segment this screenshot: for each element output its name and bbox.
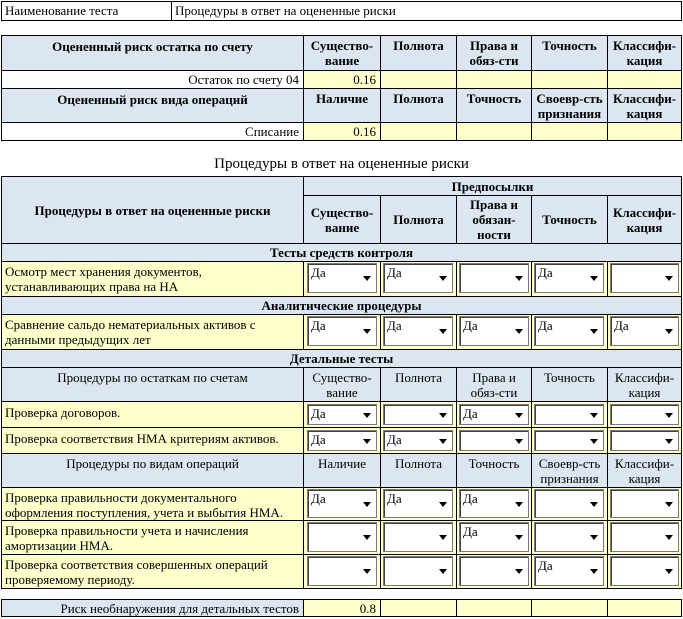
chevron-down-icon xyxy=(590,276,598,281)
chevron-down-icon xyxy=(515,276,523,281)
chevron-down-icon xyxy=(363,502,371,507)
row6-dropdown-completeness[interactable] xyxy=(383,522,453,552)
chevron-down-icon xyxy=(590,413,598,418)
proc-col-classification: Классифи-кация xyxy=(607,195,682,244)
chevron-down-icon xyxy=(515,535,523,540)
account-row-value[interactable]: 0.16 xyxy=(303,70,381,89)
proc-col-rights: Права и обязан-ности xyxy=(456,195,532,244)
test-name-value[interactable]: Процедуры в ответ на оцененные риски xyxy=(171,1,682,21)
row6-label-cell xyxy=(1,520,304,555)
row7-label-cell xyxy=(1,554,304,589)
account-risk-header: Оцененный риск остатка по счету xyxy=(1,35,304,71)
row2-dropdown-classification-value: Да xyxy=(614,318,629,333)
opsp-col-timeliness: Своевр-сть признания xyxy=(531,453,608,488)
row7-dropdown-timeliness[interactable] xyxy=(534,556,604,586)
row3-dropdown-rights[interactable] xyxy=(459,404,529,425)
account-row-label: Остаток по счету 04 xyxy=(1,70,304,89)
row5-dropdown-accuracy-value: Да xyxy=(463,491,478,506)
row4-dropdown-completeness[interactable] xyxy=(383,430,453,451)
ops-cell-classification[interactable] xyxy=(607,122,682,141)
chevron-down-icon xyxy=(439,535,447,540)
bal-col-rights: Права и обяз-сти xyxy=(456,367,532,402)
chevron-down-icon xyxy=(363,439,371,444)
chevron-down-icon xyxy=(665,502,673,507)
chevron-down-icon xyxy=(590,502,598,507)
opsp-col-accuracy: Точность xyxy=(456,453,532,488)
row3-dropdown-completeness[interactable] xyxy=(383,404,453,425)
row4-dropdown-rights[interactable] xyxy=(459,430,529,451)
detection-cell-3[interactable] xyxy=(531,599,608,617)
chevron-down-icon xyxy=(363,276,371,281)
chevron-down-icon xyxy=(515,439,523,444)
ops-col-accuracy: Точность xyxy=(456,88,532,123)
proc-col-existence: Существо-вание xyxy=(303,195,381,244)
procedures-title: Процедуры в ответ на оцененные риски xyxy=(214,156,469,172)
chevron-down-icon xyxy=(665,569,673,574)
row2-dropdown-accuracy[interactable] xyxy=(534,316,604,346)
row5-dropdown-presence-value: Да xyxy=(311,491,326,506)
row6-dropdown-presence[interactable] xyxy=(307,522,377,552)
row5-dropdown-classification[interactable] xyxy=(610,489,679,518)
ops-col-presence: Наличие xyxy=(303,88,381,123)
row4-dropdown-classification[interactable] xyxy=(610,430,679,451)
bal-col-existence: Существо-вание xyxy=(303,367,381,402)
chevron-down-icon xyxy=(515,329,523,334)
row3-label-cell xyxy=(1,401,304,428)
ops-col-classification: Классифи-кация xyxy=(607,88,682,123)
row4-label-cell xyxy=(1,427,304,454)
row1-dropdown-classification[interactable] xyxy=(610,263,679,293)
balances-header: Процедуры по остаткам по счетам xyxy=(1,367,304,402)
procedures-left-header: Процедуры в ответ на оцененные риски xyxy=(1,176,304,244)
chevron-down-icon xyxy=(665,276,673,281)
row7-dropdown-accuracy[interactable] xyxy=(459,556,529,586)
prerequisites-header: Предпосылки xyxy=(303,176,682,196)
account-col-rights: Права и обяз-сти xyxy=(456,35,532,71)
bal-col-classification: Классифи-кация xyxy=(607,367,682,402)
row6-dropdown-accuracy[interactable] xyxy=(459,522,529,552)
account-col-accuracy: Точность xyxy=(531,35,608,71)
ops-col-completeness: Полнота xyxy=(380,88,457,123)
chevron-down-icon xyxy=(363,535,371,540)
chevron-down-icon xyxy=(363,329,371,334)
row3-label: Проверка договоров. xyxy=(5,405,121,420)
row1-dropdown-rights[interactable] xyxy=(459,263,529,293)
ops-cell-timeliness[interactable] xyxy=(531,122,608,141)
chevron-down-icon xyxy=(665,439,673,444)
row2-dropdown-accuracy-value: Да xyxy=(538,318,553,333)
chevron-down-icon xyxy=(665,535,673,540)
row3-dropdown-existence-value: Да xyxy=(311,406,326,421)
row2-label-cell xyxy=(1,314,304,350)
row5-dropdown-presence[interactable] xyxy=(307,489,377,518)
test-name-label: Наименование теста xyxy=(1,1,172,21)
account-cell-accuracy[interactable] xyxy=(531,70,608,89)
row5-label-cell xyxy=(1,487,304,521)
chevron-down-icon xyxy=(590,329,598,334)
chevron-down-icon xyxy=(515,569,523,574)
row7-label: Проверка соответствия совершенных операций проверяемому периоду. xyxy=(5,557,268,587)
ops-col-timeliness: Своевр-сть признания xyxy=(531,88,608,123)
chevron-down-icon xyxy=(515,413,523,418)
row5-dropdown-accuracy[interactable] xyxy=(459,489,529,518)
ops-cell-accuracy[interactable] xyxy=(456,122,532,141)
row6-dropdown-accuracy-value: Да xyxy=(463,524,478,539)
detection-cell-1[interactable] xyxy=(380,599,457,617)
row4-dropdown-completeness-value: Да xyxy=(387,432,402,447)
row1-dropdown-existence[interactable] xyxy=(307,263,377,293)
row1-dropdown-completeness[interactable] xyxy=(383,263,453,293)
opsp-col-presence: Наличие xyxy=(303,453,381,488)
opsp-col-completeness: Полнота xyxy=(380,453,457,488)
detection-risk-label: Риск необнаружения для детальных тестов xyxy=(1,599,304,617)
row2-dropdown-classification[interactable] xyxy=(610,316,679,346)
ops-risk-header: Оцененный риск вида операций xyxy=(1,88,304,123)
opsp-col-classification: Классифи-кация xyxy=(607,453,682,488)
section-analytic: Аналитические процедуры xyxy=(1,296,682,315)
row7-dropdown-classification[interactable] xyxy=(610,556,679,586)
row2-dropdown-completeness[interactable] xyxy=(383,316,453,346)
row3-dropdown-accuracy[interactable] xyxy=(534,404,604,425)
chevron-down-icon xyxy=(665,413,673,418)
ops-row-label: Списание xyxy=(1,122,304,141)
chevron-down-icon xyxy=(363,569,371,574)
row4-label: Проверка соответствия НМА критериям активов. xyxy=(5,431,279,446)
chevron-down-icon xyxy=(665,329,673,334)
chevron-down-icon xyxy=(515,502,523,507)
row4-dropdown-existence-value: Да xyxy=(311,432,326,447)
row7-dropdown-timeliness-value: Да xyxy=(538,558,553,573)
row2-dropdown-existence[interactable] xyxy=(307,316,377,346)
row1-dropdown-accuracy[interactable] xyxy=(534,263,604,293)
section-detail: Детальные тесты xyxy=(1,349,682,368)
row5-dropdown-completeness-value: Да xyxy=(387,491,402,506)
row2-dropdown-existence-value: Да xyxy=(311,318,326,333)
row5-dropdown-completeness[interactable] xyxy=(383,489,453,518)
section-controls: Тесты средств контроля xyxy=(1,243,682,262)
row3-dropdown-existence[interactable] xyxy=(307,404,377,425)
row1-dropdown-existence-value: Да xyxy=(311,265,326,280)
account-col-completeness: Полнота xyxy=(380,35,457,71)
account-col-classification: Классифи-кация xyxy=(607,35,682,71)
row5-label: Проверка правильности документального оформления поступления, учета и выбытия НМА. xyxy=(5,490,284,520)
row4-dropdown-accuracy[interactable] xyxy=(534,430,604,451)
row6-label: Проверка правильности учета и начисления амортизации НМА. xyxy=(5,523,249,553)
row1-dropdown-accuracy-value: Да xyxy=(538,265,553,280)
proc-col-accuracy: Точность xyxy=(531,195,608,244)
row7-dropdown-completeness[interactable] xyxy=(383,556,453,586)
detection-cell-4[interactable] xyxy=(607,599,682,617)
row1-dropdown-completeness-value: Да xyxy=(387,265,402,280)
chevron-down-icon xyxy=(590,569,598,574)
row2-dropdown-rights[interactable] xyxy=(459,316,529,346)
row1-label-cell xyxy=(1,261,304,297)
chevron-down-icon xyxy=(439,413,447,418)
chevron-down-icon xyxy=(439,276,447,281)
chevron-down-icon xyxy=(439,569,447,574)
row1-label: Осмотр мест хранения документов, устанавливающих права на НА xyxy=(5,264,202,294)
row2-dropdown-rights-value: Да xyxy=(463,318,478,333)
row2-label: Сравнение сальдо нематериальных активов с данными предыдущих лет xyxy=(5,317,256,347)
detection-risk-value[interactable]: 0.8 xyxy=(303,599,381,617)
row6-dropdown-timeliness[interactable] xyxy=(534,522,604,552)
ops-row-value[interactable]: 0.16 xyxy=(303,122,381,141)
account-cell-classification[interactable] xyxy=(607,70,682,89)
chevron-down-icon xyxy=(590,439,598,444)
chevron-down-icon xyxy=(363,413,371,418)
row5-dropdown-timeliness[interactable] xyxy=(534,489,604,518)
bal-col-completeness: Полнота xyxy=(380,367,457,402)
row7-dropdown-presence[interactable] xyxy=(307,556,377,586)
row2-dropdown-completeness-value: Да xyxy=(387,318,402,333)
bal-col-accuracy: Точность xyxy=(531,367,608,402)
chevron-down-icon xyxy=(439,502,447,507)
account-cell-rights[interactable] xyxy=(456,70,532,89)
chevron-down-icon xyxy=(590,535,598,540)
ops-procedures-header: Процедуры по видам операций xyxy=(1,453,304,488)
ops-cell-completeness[interactable] xyxy=(380,122,457,141)
row3-dropdown-rights-value: Да xyxy=(463,406,478,421)
proc-col-completeness: Полнота xyxy=(380,195,457,244)
account-col-existence: Существо-вание xyxy=(303,35,381,71)
row6-dropdown-classification[interactable] xyxy=(610,522,679,552)
chevron-down-icon xyxy=(439,329,447,334)
row3-dropdown-classification[interactable] xyxy=(610,404,679,425)
detection-cell-2[interactable] xyxy=(456,599,532,617)
account-cell-completeness[interactable] xyxy=(380,70,457,89)
row4-dropdown-existence[interactable] xyxy=(307,430,377,451)
chevron-down-icon xyxy=(439,439,447,444)
